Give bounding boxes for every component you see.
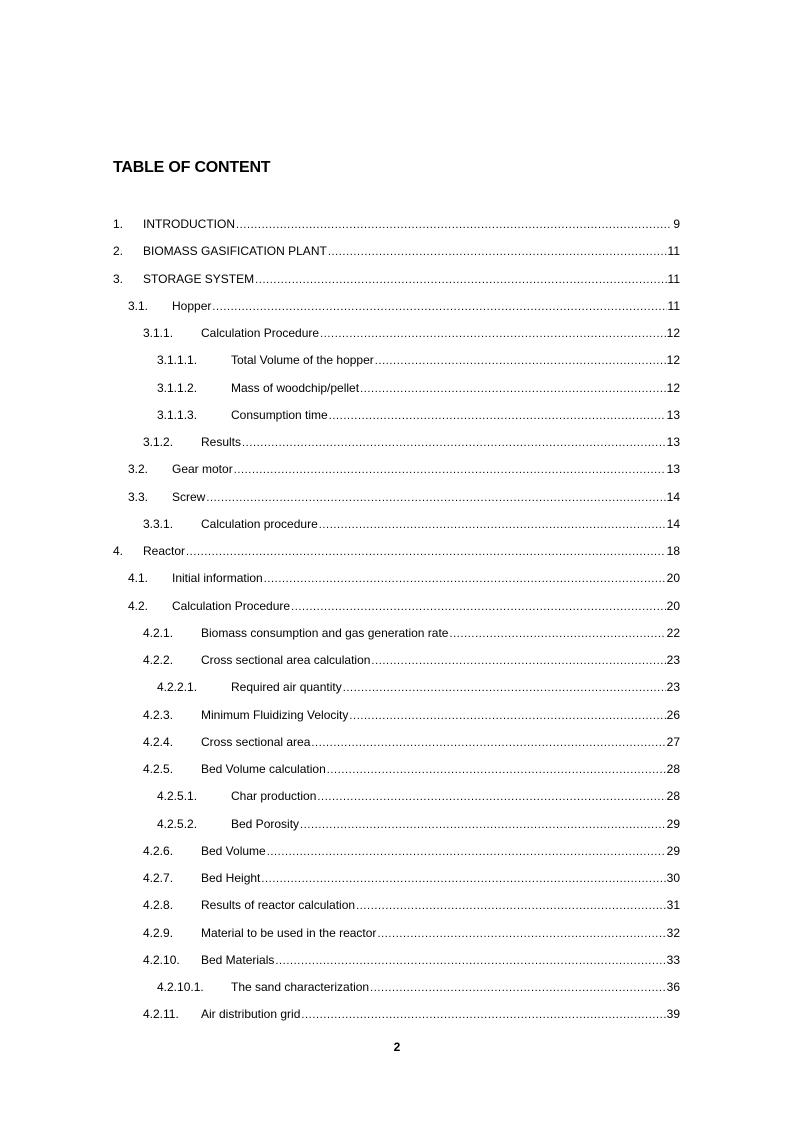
toc-entry[interactable] — [113, 269, 680, 296]
toc-entry-line — [201, 759, 680, 780]
toc-entry[interactable] — [113, 459, 680, 486]
toc-entry-title: Calculation Procedure — [172, 598, 291, 613]
toc-entry[interactable] — [113, 378, 680, 405]
toc-dot-leader — [206, 488, 665, 508]
toc-entry-line — [231, 378, 680, 399]
toc-entry-title: Bed Height — [201, 871, 261, 885]
toc-entry-page: 14 — [666, 516, 680, 531]
toc-entry-number: 4. — [113, 544, 124, 558]
toc-entry-title: Hopper — [172, 298, 212, 313]
toc-dot-leader — [320, 324, 666, 344]
toc-entry[interactable] — [113, 977, 680, 1004]
toc-entry-number: 4.2.3. — [143, 707, 174, 722]
toc-entry-number: 3.1.2. — [143, 435, 174, 449]
toc-entry-line — [143, 214, 680, 235]
toc-entry[interactable] — [113, 923, 680, 950]
toc-entry-title: Required air quantity — [231, 680, 342, 695]
toc-dot-leader — [242, 433, 666, 453]
toc-entry[interactable] — [113, 705, 680, 732]
toc-entry-number: 4.2.2.1. — [157, 680, 198, 695]
toc-entry-number: 4.1. — [128, 571, 149, 586]
toc-entry-number: 4.2.1. — [143, 625, 174, 640]
toc-entry-title: Material to be used in the reactor — [201, 925, 377, 940]
toc-entry-page: 33 — [666, 952, 680, 967]
toc-entry-page: 23 — [666, 653, 680, 667]
toc-entry-line — [201, 732, 680, 753]
toc-entry-title: Air distribution grid — [201, 1007, 301, 1022]
toc-dot-leader — [327, 760, 666, 780]
toc-entry[interactable] — [113, 514, 680, 541]
toc-entry-number: 3.3. — [128, 489, 149, 504]
toc-entry-page: 22 — [666, 625, 680, 640]
toc-entry[interactable] — [113, 487, 680, 514]
toc-entry-page: 36 — [666, 980, 680, 994]
toc-entry-number: 4.2.11. — [143, 1007, 179, 1022]
toc-entry-page: 29 — [666, 843, 680, 858]
toc-entry[interactable] — [113, 841, 680, 868]
toc-entry[interactable] — [113, 405, 680, 432]
toc-dot-leader — [212, 297, 666, 317]
toc-entry-title: Calculation Procedure — [201, 326, 320, 340]
toc-entry-number: 4.2.2. — [143, 653, 174, 667]
toc-entry-line — [201, 868, 680, 889]
toc-entry[interactable] — [113, 759, 680, 786]
toc-entry-title: Char production — [231, 789, 317, 804]
toc-entry-line — [172, 459, 680, 480]
toc-dot-leader — [319, 515, 666, 535]
toc-entry-page: 13 — [666, 435, 680, 449]
toc-entry[interactable] — [113, 432, 680, 459]
toc-entry-page: 11 — [667, 298, 680, 313]
toc-entry-line — [172, 596, 680, 617]
toc-dot-leader — [275, 951, 665, 971]
toc-dot-leader — [234, 460, 666, 480]
toc-entry-line — [231, 677, 680, 698]
toc-entry[interactable] — [113, 596, 680, 623]
toc-entry-line — [201, 514, 680, 535]
toc-entry-line — [201, 841, 680, 862]
toc-entry-title: The sand characterization — [231, 980, 370, 994]
toc-entry[interactable] — [113, 1004, 680, 1031]
toc-entry-number: 3. — [113, 271, 124, 286]
toc-entry-title: Consumption time — [231, 407, 328, 422]
toc-entry-title: Results of reactor calculation — [201, 898, 356, 913]
toc-entry-title: Bed Volume calculation — [201, 762, 326, 776]
toc-entry-page: 26 — [666, 707, 680, 722]
toc-dot-leader — [300, 815, 666, 835]
toc-entry-title: Biomass consumption and gas generation rate — [201, 625, 449, 640]
toc-dot-leader — [356, 896, 666, 916]
toc-entry-title: Screw — [172, 489, 206, 504]
toc-entry-page: 29 — [666, 816, 680, 831]
toc-entry[interactable] — [113, 677, 680, 704]
toc-entry-number: 4.2.5. — [143, 762, 174, 776]
toc-entry-page: 39 — [666, 1007, 680, 1022]
toc-entry-title: BIOMASS GASIFICATION PLANT — [143, 244, 327, 259]
toc-entry-line — [201, 432, 680, 453]
toc-dot-leader — [329, 406, 666, 426]
toc-entry-number: 3.1. — [128, 298, 149, 313]
toc-entry-number: 4.2.9. — [143, 925, 174, 940]
toc-dot-leader — [301, 1005, 665, 1025]
toc-entry[interactable] — [113, 323, 680, 350]
toc-entry-number: 3.1.1.3. — [157, 407, 198, 422]
toc-entry-title: Gear motor — [172, 462, 233, 477]
toc-entry-title: Calculation procedure — [201, 516, 318, 531]
toc-entry[interactable] — [113, 241, 680, 268]
toc-entry-line — [201, 323, 680, 344]
toc-entry-line — [172, 487, 680, 508]
toc-entry-title: Cross sectional area — [201, 734, 311, 749]
toc-entry-page: 28 — [666, 762, 680, 776]
toc-entry-title: Minimum Fluidizing Velocity — [201, 707, 349, 722]
toc-entry-page: 12 — [666, 353, 680, 368]
toc-dot-leader — [371, 651, 665, 671]
toc-entry[interactable] — [113, 623, 680, 650]
toc-dot-leader — [317, 787, 665, 807]
toc-entry-page: 32 — [666, 925, 680, 940]
toc-dot-leader — [264, 569, 666, 589]
toc-entry-title: Mass of woodchip/pellet — [231, 380, 360, 395]
toc-entry-number: 1. — [113, 217, 124, 231]
toc-entry-number: 4.2. — [128, 598, 149, 613]
page-title: TABLE OF CONTENT — [113, 159, 271, 176]
toc-entry-page: 13 — [666, 407, 680, 422]
toc-dot-leader — [261, 869, 665, 889]
toc-entry-page: 28 — [666, 789, 680, 804]
toc-entry-title: INTRODUCTION — [143, 217, 235, 231]
toc-entry-title: Total Volume of the hopper — [231, 353, 374, 368]
toc-entry-title: Reactor — [143, 544, 186, 558]
toc-entry[interactable] — [113, 650, 680, 677]
toc-entry-title: Initial information — [172, 571, 263, 586]
toc-entry-number: 4.2.4. — [143, 734, 174, 749]
toc-entry-page: 20 — [666, 571, 680, 586]
toc-dot-leader — [311, 733, 665, 753]
toc-entry-line — [143, 241, 680, 262]
toc-dot-leader — [377, 924, 665, 944]
toc-entry-line — [172, 296, 680, 317]
toc-entry-number: 3.3.1. — [143, 516, 174, 531]
toc-entry-title: Results — [201, 435, 242, 449]
toc-dot-leader — [449, 624, 665, 644]
toc-entry-number: 4.2.5.1. — [157, 789, 198, 804]
toc-entry-line — [201, 705, 680, 726]
toc-entry[interactable] — [113, 732, 680, 759]
toc-entry-title: Bed Porosity — [231, 816, 300, 831]
toc-dot-leader — [328, 242, 667, 262]
toc-entry[interactable] — [113, 350, 680, 377]
toc-dot-leader — [255, 270, 666, 290]
toc-entry-number: 4.2.10. — [143, 952, 180, 967]
toc-dot-leader — [349, 706, 665, 726]
toc-dot-leader — [186, 542, 666, 562]
toc-entry-page: 13 — [666, 462, 680, 477]
toc-entry-title: Bed Materials — [201, 952, 275, 967]
toc-dot-leader — [236, 215, 672, 235]
toc-entry-page: 27 — [666, 734, 680, 749]
toc-entry[interactable] — [113, 541, 680, 568]
toc-dot-leader — [370, 978, 666, 998]
toc-entry-page: 12 — [666, 326, 680, 340]
toc-entry-page: 20 — [666, 598, 680, 613]
toc-entry[interactable] — [113, 296, 680, 323]
toc-entry-page: 31 — [666, 898, 680, 913]
toc-entry-line — [201, 895, 680, 916]
toc-entry-line — [201, 950, 680, 971]
toc-entry-number: 3.1.1.1. — [157, 353, 198, 368]
toc-entry-line — [201, 1004, 680, 1025]
toc-entry[interactable] — [113, 950, 680, 977]
toc-entry-line — [231, 814, 680, 835]
toc-dot-leader — [291, 597, 666, 617]
toc-entry-line — [231, 405, 680, 426]
toc-entry[interactable] — [113, 868, 680, 895]
toc-entry[interactable] — [113, 568, 680, 595]
toc-entry[interactable] — [113, 214, 680, 241]
toc-entry-page: 14 — [666, 489, 680, 504]
toc-entry-title: Bed Volume — [201, 843, 266, 858]
toc-entry-line — [143, 269, 680, 290]
toc-entry-number: 3.2. — [128, 462, 149, 477]
toc-entry-line — [201, 650, 680, 671]
toc-entry-number: 4.2.8. — [143, 898, 174, 913]
toc-entry-page: 23 — [666, 680, 680, 695]
toc-dot-leader — [360, 379, 666, 399]
toc-dot-leader — [375, 351, 666, 371]
toc-entry[interactable] — [113, 786, 680, 813]
toc-entry-line — [231, 350, 680, 371]
toc-entry-page: 11 — [667, 244, 680, 259]
toc-entry-page: 11 — [667, 271, 680, 286]
toc-entry-title: STORAGE SYSTEM — [143, 271, 255, 286]
table-of-contents — [113, 214, 680, 1032]
toc-entry-line — [143, 541, 680, 562]
toc-entry[interactable] — [113, 814, 680, 841]
toc-entry-line — [201, 623, 680, 644]
toc-entry-line — [201, 923, 680, 944]
toc-entry-line — [231, 977, 680, 998]
toc-entry-title: Cross sectional area calculation — [201, 653, 371, 667]
toc-entry-number: 4.2.6. — [143, 843, 174, 858]
toc-entry-number: 4.2.5.2. — [157, 816, 198, 831]
toc-entry-line — [172, 568, 680, 589]
toc-entry-number: 3.1.1.2. — [157, 380, 198, 395]
toc-entry-page: 12 — [666, 380, 680, 395]
toc-entry-number: 3.1.1. — [143, 326, 174, 340]
toc-dot-leader — [343, 678, 666, 698]
toc-entry[interactable] — [113, 895, 680, 922]
toc-entry-line — [231, 786, 680, 807]
toc-entry-page: 30 — [666, 871, 680, 885]
toc-entry-page: 9 — [673, 217, 680, 231]
toc-entry-page: 18 — [666, 544, 680, 558]
toc-entry-number: 2. — [113, 244, 124, 259]
toc-dot-leader — [267, 842, 666, 862]
toc-entry-number: 4.2.7. — [143, 871, 174, 885]
toc-entry-number: 4.2.10.1. — [157, 980, 204, 994]
page-number: 2 — [393, 1040, 401, 1054]
